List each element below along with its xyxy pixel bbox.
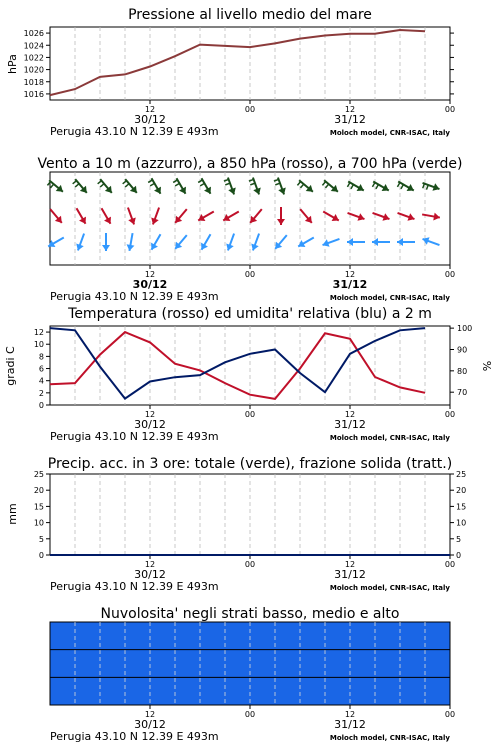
y-tick-label: 1020: [23, 65, 44, 75]
y-tick-label: 15: [33, 502, 44, 512]
cloud-cell: [125, 622, 151, 650]
wind-arrow: [128, 208, 136, 225]
y-tick-label-right: 5: [456, 534, 462, 544]
cloud-cell: [175, 677, 201, 705]
x-date-label: 30/12: [134, 113, 166, 126]
wind-arrow-feather: [300, 184, 303, 188]
wind-arrow: [198, 212, 214, 221]
cloud-cell: [150, 650, 176, 678]
x-tick-label: 00: [244, 105, 256, 114]
x-date-label: 31/12: [334, 113, 366, 126]
cloud-cell: [100, 677, 126, 705]
wind-arrow: [77, 208, 86, 224]
wind-arrow: [175, 209, 187, 223]
x-tick-label: 12: [144, 270, 156, 279]
wind-arrow-feather: [175, 183, 179, 186]
cloud-cell: [225, 650, 251, 678]
y-tick-label-right: 20: [456, 486, 467, 496]
y-tick-label: 10: [33, 340, 44, 350]
x-tick-label: 12: [144, 410, 156, 419]
cloud-cell: [175, 622, 201, 650]
y-tick-label: 4: [38, 376, 44, 386]
cloud-cell: [400, 650, 426, 678]
cloud-cell: [275, 650, 301, 678]
credit-label: Moloch model, CNR-ISAC, Italy: [329, 294, 450, 302]
x-tick-label: 00: [444, 710, 456, 719]
x-date-label: 30/12: [134, 718, 166, 731]
wind-arrow: [224, 178, 236, 195]
cloud-cell: [150, 677, 176, 705]
x-date-label: 31/12: [332, 278, 368, 291]
y-tick-label: 1026: [23, 29, 44, 39]
wind-arrow: [50, 209, 62, 223]
y-tick-label: 1018: [23, 77, 44, 87]
cloud-cell: [300, 677, 326, 705]
y-tick-label-right: 100: [457, 324, 473, 334]
wind-arrow: [323, 239, 340, 247]
cloud-cell: [175, 650, 201, 678]
y-tick-label: 1024: [23, 41, 44, 51]
y-tick-label: 25: [33, 470, 44, 479]
temperature-panel: [4, 306, 494, 443]
wind-arrow: [277, 207, 285, 225]
pressure-ylabel: hPa: [6, 54, 19, 74]
cloud-cell: [250, 650, 276, 678]
y-tick-label-right: 70: [457, 388, 468, 398]
wind-arrow-feather: [125, 184, 129, 187]
x-tick-label: 12: [344, 105, 356, 114]
x-tick-label: 12: [144, 560, 156, 569]
wind-arrow: [251, 234, 259, 251]
location-label: Perugia 43.10 N 12.39 E 493m: [50, 125, 219, 138]
wind-arrow: [175, 235, 187, 249]
cloud-cell: [50, 650, 76, 678]
wind-arrow-feather: [98, 181, 102, 184]
wind-arrow-head: [277, 219, 285, 225]
y-tick-label: 20: [33, 486, 44, 496]
x-date-label: 31/12: [334, 568, 366, 581]
wind-arrow: [323, 212, 339, 221]
cloud-cell: [300, 622, 326, 650]
cloud-cell: [400, 622, 426, 650]
x-tick-label: 00: [244, 560, 256, 569]
location-label: Perugia 43.10 N 12.39 E 493m: [50, 430, 219, 443]
y-tick-label: 0: [38, 551, 44, 560]
credit-label: Moloch model, CNR-ISAC, Italy: [329, 584, 450, 592]
wind-arrow-feather: [200, 183, 204, 186]
wind-arrow: [298, 238, 314, 247]
wind-arrow-feather: [423, 184, 425, 189]
humidity-ylabel: %: [481, 360, 494, 372]
wind-arrow-feather: [351, 185, 354, 189]
wind-arrow-feather: [397, 183, 400, 187]
wind-arrow: [249, 178, 261, 195]
wind-arrow-feather: [372, 183, 375, 187]
cloud-cell: [100, 650, 126, 678]
cloud-cell: [225, 622, 251, 650]
cloud-cell: [200, 677, 226, 705]
cloud-cell: [325, 677, 351, 705]
wind-arrow-feather: [347, 183, 350, 187]
cloud-cell: [425, 622, 451, 650]
location-label: Perugia 43.10 N 12.39 E 493m: [50, 730, 219, 743]
cloud-cell: [250, 622, 276, 650]
wind-arrow-feather: [275, 183, 280, 185]
y-tick-label-right: 10: [456, 518, 467, 528]
x-tick-label: 12: [344, 410, 356, 419]
wind-arrow: [201, 234, 210, 250]
wind-arrow-feather: [225, 183, 230, 185]
wind-arrow-feather: [401, 185, 404, 189]
cloud-cell: [350, 622, 376, 650]
cloud-panel: [50, 606, 455, 743]
y-tick-label: 12: [33, 328, 44, 338]
cloud-cell: [425, 677, 451, 705]
wind-arrow-feather: [75, 184, 79, 187]
x-date-label: 31/12: [334, 718, 366, 731]
wind-arrow: [151, 208, 159, 225]
wind-arrow: [300, 209, 312, 223]
x-tick-label: 12: [344, 560, 356, 569]
wind-panel: [37, 156, 462, 303]
x-date-label: 30/12: [132, 278, 168, 291]
cloud-cell: [200, 650, 226, 678]
cloud-cell: [350, 650, 376, 678]
cloud-cell: [425, 650, 451, 678]
y-tick-label: 6: [38, 364, 44, 374]
wind-arrow-feather: [123, 181, 127, 184]
y-tick-label: 10: [33, 518, 44, 528]
cloud-cell: [325, 650, 351, 678]
x-date-label: 30/12: [134, 418, 166, 431]
y-tick-label: 5: [38, 534, 44, 544]
wind-arrow-feather: [50, 184, 53, 188]
cloud-cell: [375, 677, 401, 705]
temperature-title: Temperatura (rosso) ed umidita' relativa (blu) a 2 m: [68, 306, 432, 322]
y-tick-label-right: 0: [456, 551, 462, 560]
credit-label: Moloch model, CNR-ISAC, Italy: [329, 734, 450, 742]
cloud-cell: [325, 622, 351, 650]
x-tick-label: 00: [244, 270, 256, 279]
wind-arrow-head: [102, 245, 110, 251]
wind-arrow-feather: [297, 182, 300, 186]
wind-arrow: [127, 233, 135, 251]
precipitation-panel: [6, 456, 466, 593]
x-tick-label: 00: [444, 410, 456, 419]
wind-arrow-feather: [250, 183, 255, 185]
cloud-cell: [275, 677, 301, 705]
wind-arrow: [76, 234, 84, 251]
location-label: Perugia 43.10 N 12.39 E 493m: [50, 580, 219, 593]
pressure-line: [50, 30, 425, 95]
cloud-cell: [375, 650, 401, 678]
location-label: Perugia 43.10 N 12.39 E 493m: [50, 290, 219, 303]
plot-frame: [50, 326, 450, 405]
temperature-line: [50, 332, 425, 399]
cloud-cell: [200, 622, 226, 650]
x-tick-label: 00: [444, 270, 456, 279]
y-tick-label-right: 80: [457, 366, 468, 376]
x-tick-label: 00: [444, 560, 456, 569]
wind-arrow: [151, 234, 160, 250]
x-tick-label: 00: [444, 105, 456, 114]
x-tick-label: 12: [344, 270, 356, 279]
wind-arrow-feather: [376, 185, 379, 189]
cloud-cell: [150, 622, 176, 650]
precipitation-title: Precip. acc. in 3 ore: totale (verde), frazione solida (tratt.): [47, 456, 453, 472]
cloud-cell: [350, 677, 376, 705]
wind-arrow-feather: [322, 182, 325, 186]
wind-arrow-feather: [73, 181, 77, 184]
wind-arrow: [223, 212, 239, 221]
x-tick-label: 12: [344, 710, 356, 719]
x-tick-label: 12: [144, 710, 156, 719]
y-tick-label: 2: [38, 388, 44, 398]
credit-label: Moloch model, CNR-ISAC, Italy: [329, 129, 450, 137]
pressure-panel: [6, 7, 455, 138]
y-tick-label: 1022: [23, 53, 44, 63]
cloud-cell: [300, 650, 326, 678]
cloud-cell: [250, 677, 276, 705]
credit-label: Moloch model, CNR-ISAC, Italy: [329, 434, 450, 442]
cloud-cell: [125, 650, 151, 678]
cloud-cell: [400, 677, 426, 705]
y-tick-label-right: 25: [456, 470, 467, 479]
cloud-title: Nuvolosita' negli strati basso, medio e alto: [100, 606, 400, 622]
x-tick-label: 00: [244, 710, 256, 719]
cloud-cell: [225, 677, 251, 705]
cloud-cell: [75, 622, 101, 650]
cloud-cell: [75, 650, 101, 678]
cloud-cell: [275, 622, 301, 650]
wind-arrow: [48, 238, 64, 247]
cloud-cell: [375, 622, 401, 650]
plot-frame: [50, 474, 450, 555]
cloud-cell: [50, 622, 76, 650]
wind-arrow-feather: [100, 184, 104, 187]
cloud-cell: [75, 677, 101, 705]
wind-arrow: [275, 235, 287, 249]
cloud-cell: [50, 677, 76, 705]
wind-arrow: [102, 233, 110, 251]
y-tick-label-right: 15: [456, 502, 467, 512]
y-tick-label: 1016: [23, 89, 44, 99]
wind-arrow: [226, 234, 234, 251]
x-tick-label: 00: [244, 410, 256, 419]
wind-arrow: [102, 208, 111, 224]
wind-arrow-feather: [325, 184, 328, 188]
cloud-cell: [100, 622, 126, 650]
wind-title: Vento a 10 m (azzurro), a 850 hPa (rosso), a 700 hPa (verde): [37, 156, 463, 172]
x-date-label: 31/12: [334, 418, 366, 431]
x-date-label: 30/12: [134, 568, 166, 581]
wind-arrow-feather: [426, 185, 428, 190]
pressure-title: Pressione al livello medio del mare: [128, 7, 372, 23]
temperature-ylabel: gradi C: [4, 346, 17, 386]
x-tick-label: 12: [144, 105, 156, 114]
cloud-cell: [125, 677, 151, 705]
y-tick-label: 8: [38, 352, 44, 362]
y-tick-label: 0: [38, 401, 44, 410]
precipitation-ylabel: mm: [6, 503, 19, 525]
wind-arrow-feather: [150, 183, 154, 186]
wind-arrow: [250, 209, 262, 223]
wind-arrow: [274, 178, 286, 195]
y-tick-label-right: 90: [457, 345, 468, 355]
